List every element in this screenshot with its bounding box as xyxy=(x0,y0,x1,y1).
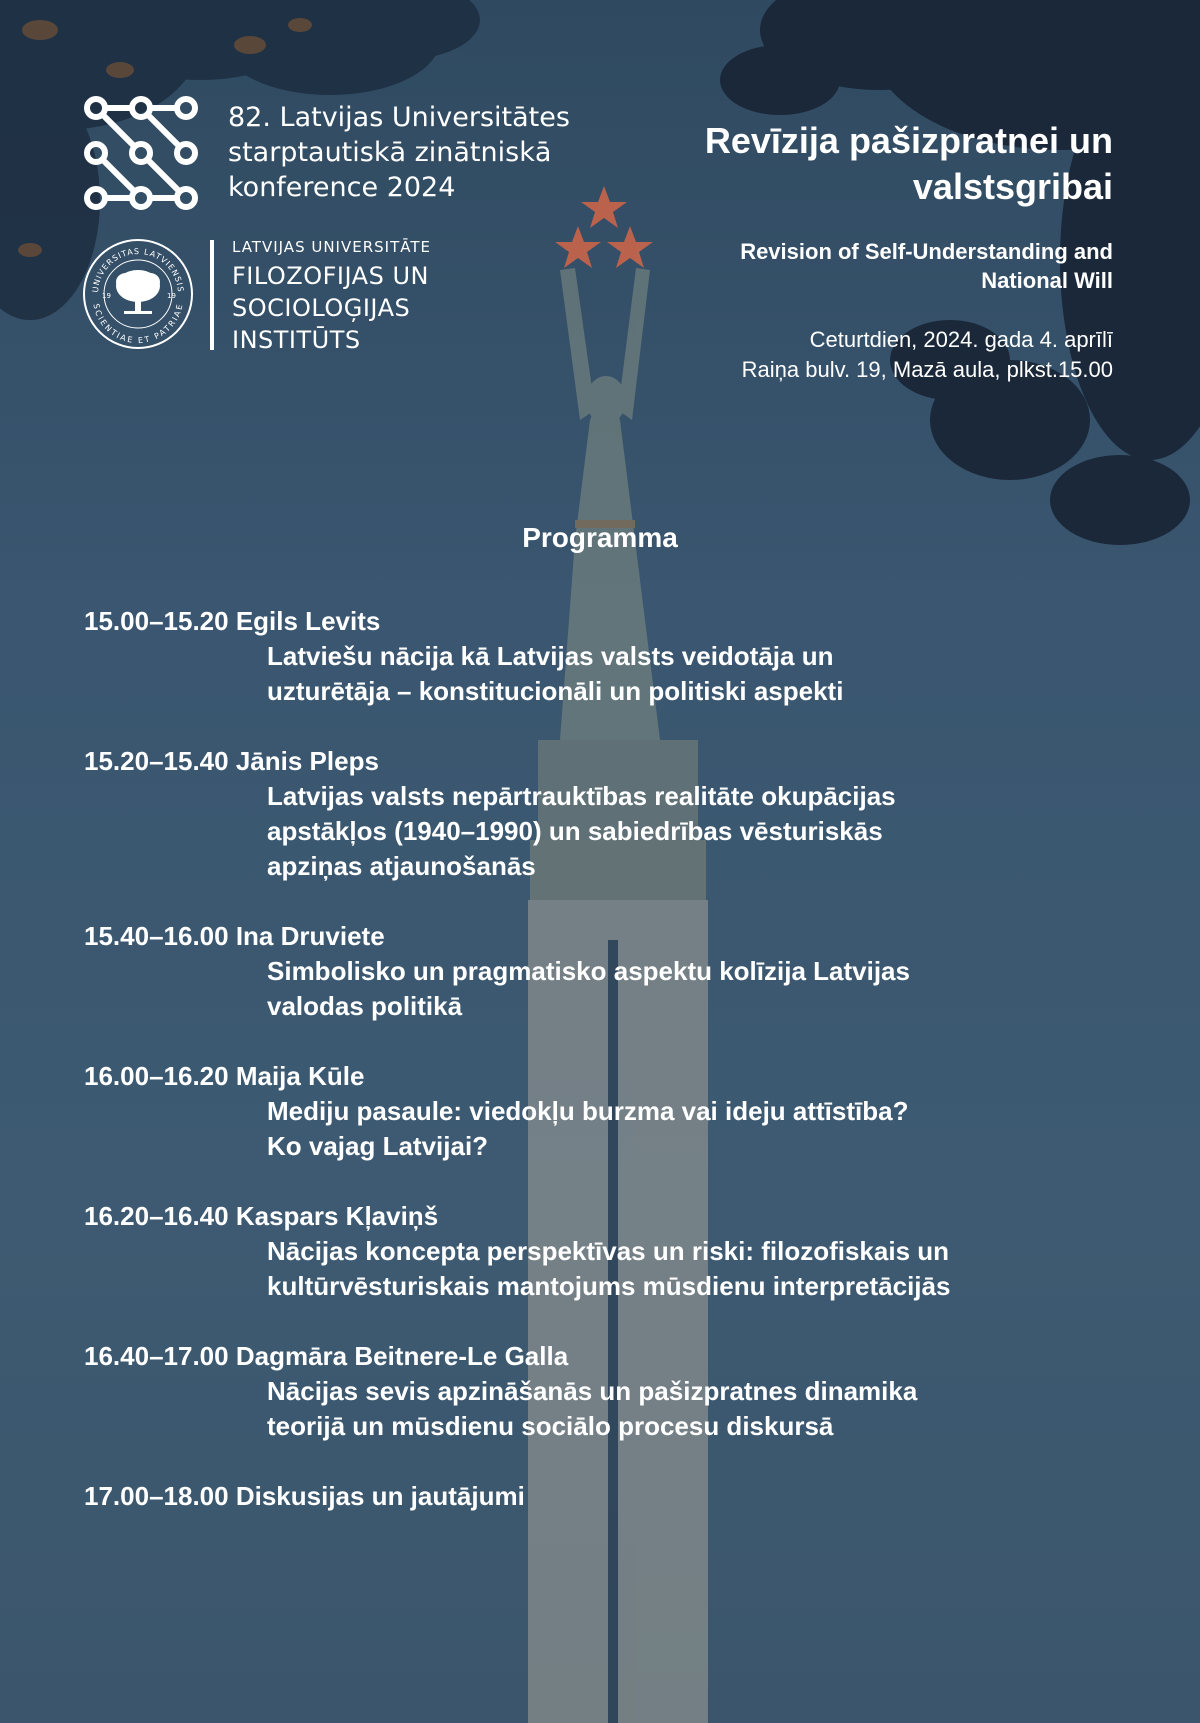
program-session xyxy=(84,1059,1124,1164)
event-subtitle-line: Revision of Self-Understanding and xyxy=(740,239,1113,264)
session-speaker: Kaspars Kļaviņš xyxy=(235,1201,439,1231)
event-title-line: valstsgribai xyxy=(912,166,1113,207)
session-topic xyxy=(84,1094,1124,1164)
session-topic-line: apziņas atjaunošanās xyxy=(267,851,536,881)
session-header xyxy=(84,1479,1124,1514)
event-location: Raiņa bulv. 19, Mazā aula, plkst.15.00 xyxy=(741,357,1113,382)
program-session xyxy=(84,1199,1124,1304)
session-speaker: Jānis Pleps xyxy=(235,746,379,776)
institute-name-line: FILOZOFIJAS UN xyxy=(232,262,429,290)
session-topic xyxy=(84,1234,1124,1304)
university-seal-icon xyxy=(82,238,194,350)
session-topic-line: Ko vajag Latvijai? xyxy=(267,1131,489,1161)
session-time: 16.00–16.20 xyxy=(84,1061,229,1091)
seal-year-right: 19 xyxy=(167,292,176,300)
session-header xyxy=(84,1339,1124,1374)
seal-year-left: 19 xyxy=(102,292,111,300)
session-header xyxy=(84,1059,1124,1094)
session-topic-line: teorijā un mūsdienu sociālo procesu diskursā xyxy=(267,1411,834,1441)
session-header xyxy=(84,1199,1124,1234)
session-header xyxy=(84,919,1124,954)
session-speaker: Ina Druviete xyxy=(235,921,385,951)
session-topic xyxy=(84,639,1124,709)
session-time: 15.20–15.40 xyxy=(84,746,229,776)
oak-tree-icon xyxy=(116,270,160,314)
conference-title-line: starptautiskā zinātniskā xyxy=(228,137,552,168)
event-subtitle xyxy=(740,237,1113,295)
session-topic-line: Latviešu nācija kā Latvijas valsts veidotāja un xyxy=(267,641,834,671)
session-header xyxy=(84,744,1124,779)
event-title-line: Revīzija pašizpratnei un xyxy=(704,120,1113,161)
institute-name-line: SOCIOLOĢIJAS xyxy=(232,294,411,322)
session-topic-line: kultūrvēsturiskais mantojums mūsdienu interpretācijās xyxy=(267,1271,951,1301)
session-topic xyxy=(84,1374,1124,1444)
program-session xyxy=(84,744,1124,884)
session-speaker: Dagmāra Beitnere-Le Galla xyxy=(235,1341,569,1371)
session-topic xyxy=(84,954,1124,1024)
session-header xyxy=(84,604,1124,639)
session-topic xyxy=(84,779,1124,884)
event-date: Ceturtdien, 2024. gada 4. aprīlī xyxy=(809,327,1113,352)
program-list xyxy=(84,604,1124,1549)
conference-logo-icon xyxy=(82,94,200,212)
event-details xyxy=(742,325,1113,385)
session-topic-line: Mediju pasaule: viedokļu burzma vai ideju attīstība? xyxy=(267,1096,909,1126)
session-speaker: Maija Kūle xyxy=(235,1061,365,1091)
seal-top-text: UNIVERSITAS LATVIENSIS xyxy=(90,246,186,293)
session-time: 16.20–16.40 xyxy=(84,1201,229,1231)
event-subtitle-line: National Will xyxy=(981,268,1113,293)
institute-name-line: INSTITŪTS xyxy=(232,326,361,354)
conference-title-line: konference 2024 xyxy=(228,172,456,203)
program-heading: Programma xyxy=(522,522,678,553)
program-session xyxy=(84,1339,1124,1444)
session-topic-line: Nācijas sevis apzināšanās un pašizpratnes dinamika xyxy=(267,1376,918,1406)
session-topic-line: uzturētāja – konstitucionāli un politiski aspekti xyxy=(267,676,844,706)
program-session xyxy=(84,604,1124,709)
program-session xyxy=(84,919,1124,1024)
conference-title-line: 82. Latvijas Universitātes xyxy=(228,102,570,133)
session-time: 15.00–15.20 xyxy=(84,606,229,636)
session-topic-line: Nācijas koncepta perspektīvas un riski: filozofiskais un xyxy=(267,1236,950,1266)
seal-bottom-text: SCIENTIAE ET PATRIAE xyxy=(91,302,185,346)
session-topic-line: Latvijas valsts nepārtrauktības realitāte okupācijas xyxy=(267,781,896,811)
session-time: 15.40–16.00 xyxy=(84,921,229,951)
session-topic-line: Simbolisko un pragmatisko aspektu kolīzija Latvijas xyxy=(267,956,910,986)
session-time: 17.00–18.00 xyxy=(84,1481,229,1511)
session-speaker: Diskusijas un jautājumi xyxy=(235,1481,525,1511)
institute-name xyxy=(232,260,429,356)
university-name: LATVIJAS UNIVERSITĀTE xyxy=(232,238,431,256)
institute-divider xyxy=(210,240,214,350)
event-title xyxy=(705,118,1113,210)
session-topic-line: valodas politikā xyxy=(267,991,463,1021)
conference-title xyxy=(228,100,570,205)
program-session xyxy=(84,1479,1124,1514)
session-topic-line: apstākļos (1940–1990) un sabiedrības vēsturiskās xyxy=(267,816,883,846)
session-time: 16.40–17.00 xyxy=(84,1341,229,1371)
session-speaker: Egils Levits xyxy=(235,606,381,636)
